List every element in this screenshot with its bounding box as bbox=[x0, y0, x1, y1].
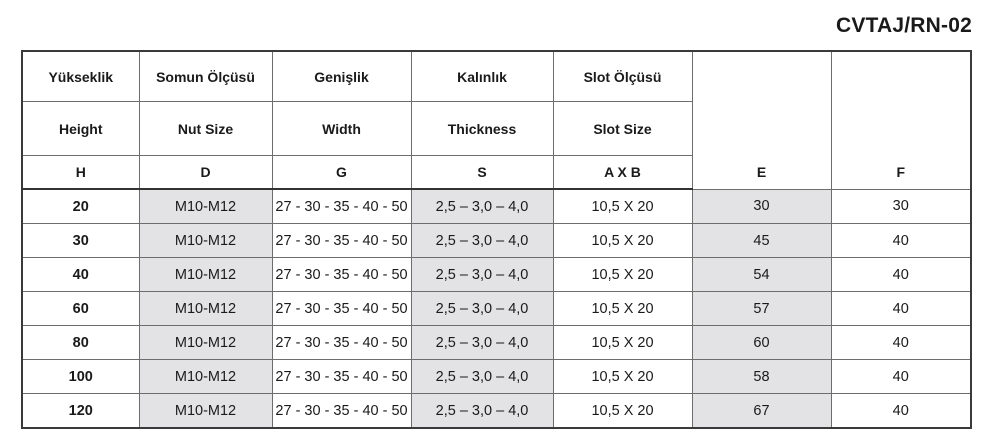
header-tr-width: Genişlik bbox=[272, 51, 411, 102]
cell-width: 27 - 30 - 35 - 40 - 50 bbox=[272, 394, 411, 429]
header-sym-d: D bbox=[139, 156, 272, 190]
header-tr-thickness: Kalınlık bbox=[411, 51, 553, 102]
cell-f: 40 bbox=[831, 258, 971, 292]
cell-nut-size: M10-M12 bbox=[139, 394, 272, 429]
header-sym-s: S bbox=[411, 156, 553, 190]
cell-height: 100 bbox=[22, 360, 139, 394]
header-sym-h: H bbox=[22, 156, 139, 190]
cell-thickness: 2,5 – 3,0 – 4,0 bbox=[411, 292, 553, 326]
table-row bbox=[22, 292, 971, 326]
header-en-nut-size: Nut Size bbox=[139, 102, 272, 156]
cell-width: 27 - 30 - 35 - 40 - 50 bbox=[272, 189, 411, 224]
cell-height: 80 bbox=[22, 326, 139, 360]
cell-slot-size: 10,5 X 20 bbox=[553, 394, 692, 429]
header-en-height: Height bbox=[22, 102, 139, 156]
cell-f: 40 bbox=[831, 224, 971, 258]
cell-height: 20 bbox=[22, 189, 139, 224]
cell-slot-size: 10,5 X 20 bbox=[553, 326, 692, 360]
cell-width: 27 - 30 - 35 - 40 - 50 bbox=[272, 258, 411, 292]
cell-height: 120 bbox=[22, 394, 139, 429]
header-en-thickness: Thickness bbox=[411, 102, 553, 156]
cell-e: 57 bbox=[692, 292, 831, 326]
cell-width: 27 - 30 - 35 - 40 - 50 bbox=[272, 326, 411, 360]
cell-e: 30 bbox=[692, 189, 831, 224]
cell-e: 60 bbox=[692, 326, 831, 360]
table-row bbox=[22, 189, 971, 224]
cell-f: 40 bbox=[831, 326, 971, 360]
cell-thickness: 2,5 – 3,0 – 4,0 bbox=[411, 224, 553, 258]
table-row bbox=[22, 258, 971, 292]
cell-nut-size: M10-M12 bbox=[139, 292, 272, 326]
cell-f: 30 bbox=[831, 189, 971, 224]
product-code: CVTAJ/RN-02 bbox=[835, 14, 972, 37]
table-row bbox=[22, 224, 971, 258]
header-tr-nut-size: Somun Ölçüsü bbox=[139, 51, 272, 102]
cell-e: 58 bbox=[692, 360, 831, 394]
cell-e: 67 bbox=[692, 394, 831, 429]
cell-thickness: 2,5 – 3,0 – 4,0 bbox=[411, 394, 553, 429]
cell-f: 40 bbox=[831, 394, 971, 429]
cell-width: 27 - 30 - 35 - 40 - 50 bbox=[272, 292, 411, 326]
cell-nut-size: M10-M12 bbox=[139, 224, 272, 258]
cell-thickness: 2,5 – 3,0 – 4,0 bbox=[411, 326, 553, 360]
cell-slot-size: 10,5 X 20 bbox=[553, 189, 692, 224]
cell-height: 60 bbox=[22, 292, 139, 326]
cell-width: 27 - 30 - 35 - 40 - 50 bbox=[272, 360, 411, 394]
cell-nut-size: M10-M12 bbox=[139, 360, 272, 394]
cell-thickness: 2,5 – 3,0 – 4,0 bbox=[411, 258, 553, 292]
cell-f: 40 bbox=[831, 360, 971, 394]
cell-nut-size: M10-M12 bbox=[139, 189, 272, 224]
table-row bbox=[22, 326, 971, 360]
header-tr-slot-size: Slot Ölçüsü bbox=[553, 51, 692, 102]
header-f: F bbox=[831, 51, 971, 189]
spec-table bbox=[21, 50, 972, 429]
header-en-width: Width bbox=[272, 102, 411, 156]
cell-e: 45 bbox=[692, 224, 831, 258]
table-row bbox=[22, 394, 971, 429]
cell-thickness: 2,5 – 3,0 – 4,0 bbox=[411, 189, 553, 224]
cell-slot-size: 10,5 X 20 bbox=[553, 224, 692, 258]
cell-slot-size: 10,5 X 20 bbox=[553, 258, 692, 292]
cell-height: 40 bbox=[22, 258, 139, 292]
cell-slot-size: 10,5 X 20 bbox=[553, 360, 692, 394]
cell-thickness: 2,5 – 3,0 – 4,0 bbox=[411, 360, 553, 394]
cell-width: 27 - 30 - 35 - 40 - 50 bbox=[272, 224, 411, 258]
header-row-turkish bbox=[22, 51, 971, 102]
header-sym-axb: A X B bbox=[553, 156, 692, 190]
cell-f: 40 bbox=[831, 292, 971, 326]
header-en-slot-size: Slot Size bbox=[553, 102, 692, 156]
cell-height: 30 bbox=[22, 224, 139, 258]
cell-e: 54 bbox=[692, 258, 831, 292]
cell-nut-size: M10-M12 bbox=[139, 258, 272, 292]
table-row bbox=[22, 360, 971, 394]
header-tr-height: Yükseklik bbox=[22, 51, 139, 102]
header-e: E bbox=[692, 51, 831, 189]
cell-nut-size: M10-M12 bbox=[139, 326, 272, 360]
header-sym-g: G bbox=[272, 156, 411, 190]
cell-slot-size: 10,5 X 20 bbox=[553, 292, 692, 326]
